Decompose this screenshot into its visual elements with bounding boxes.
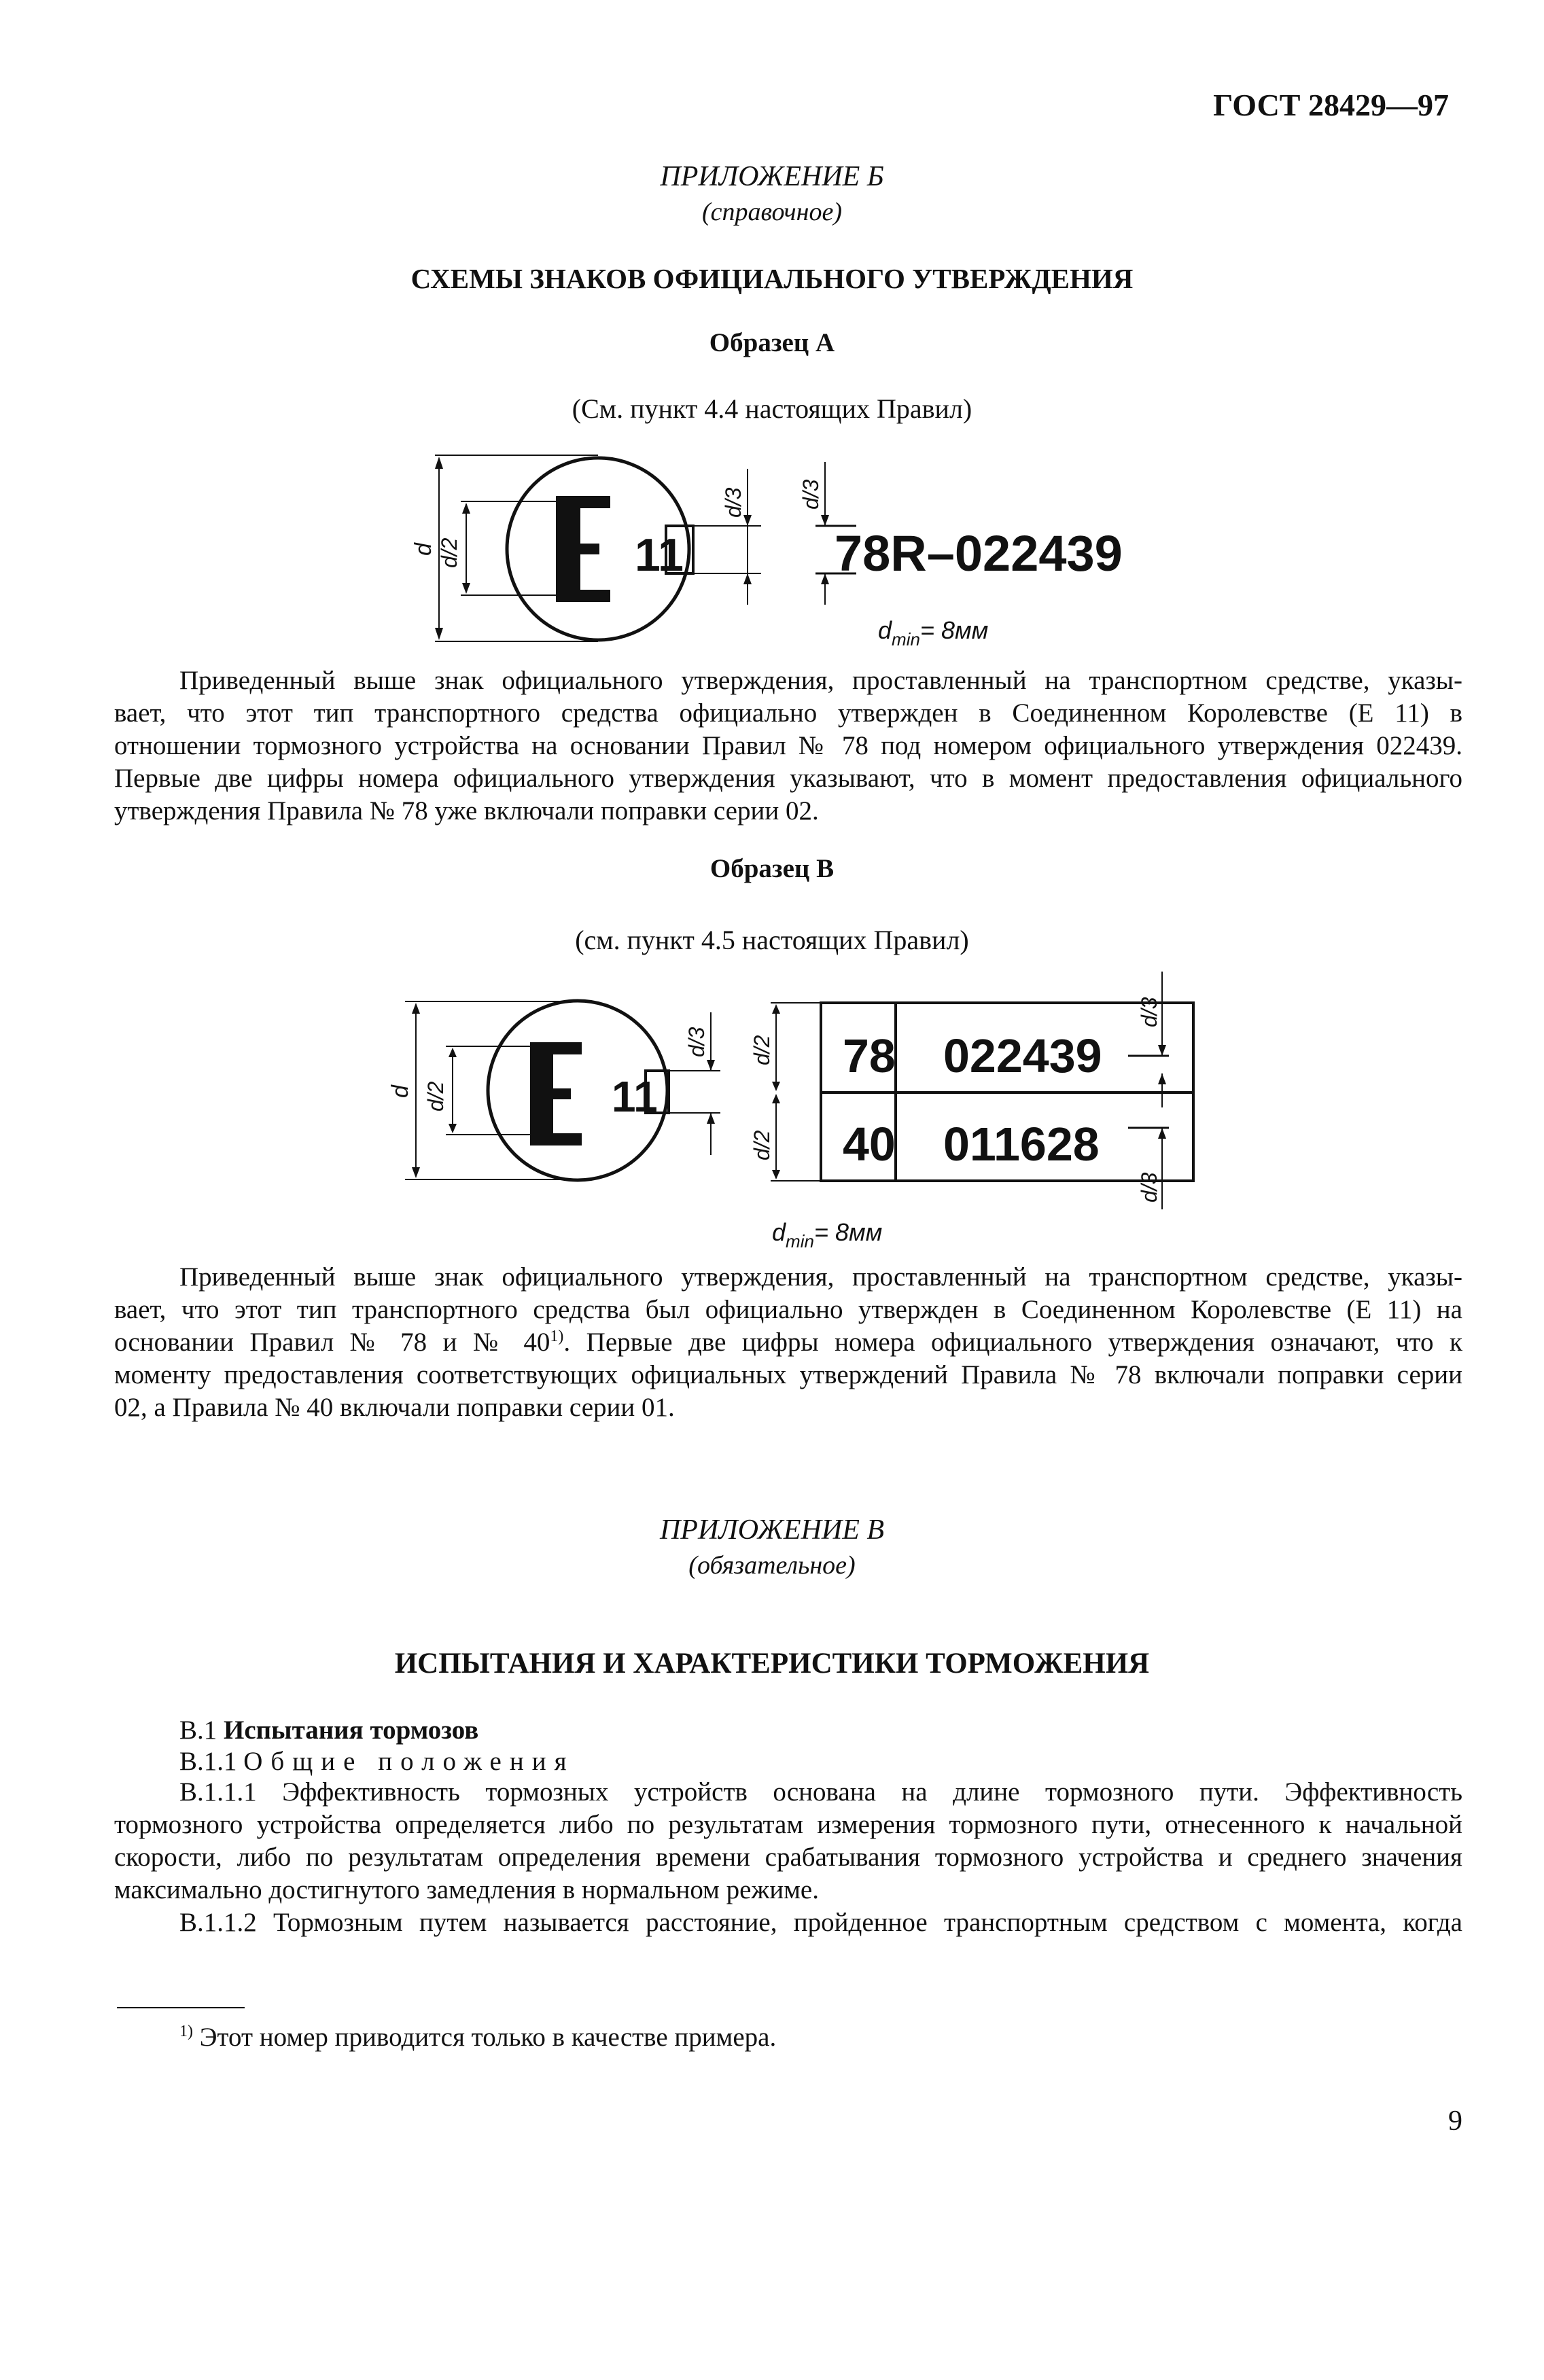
sample-b-figure bbox=[381, 972, 1196, 1264]
sample-a-title: Образец А bbox=[709, 328, 835, 357]
text-line: Приведенный выше знак официального утверждения, проставленный на транспортном средстве, указы- bbox=[179, 666, 1462, 695]
dmin-value: = 8мм bbox=[919, 616, 989, 644]
dim-d2-label: d/2 bbox=[423, 1081, 448, 1112]
text-line: утверждения Правила № 78 уже включали поправки серии 02. bbox=[114, 796, 819, 825]
section-title: Общие положения bbox=[243, 1747, 575, 1776]
section-v1-heading bbox=[179, 1715, 478, 1745]
text-fragment: . Первые две цифры номера официального утверждения означают, что к bbox=[563, 1328, 1462, 1357]
dim-d3-label: d/3 bbox=[1137, 1172, 1161, 1203]
appendix-v-title: ПРИЛОЖЕНИЕ В bbox=[659, 1514, 885, 1546]
text-line: В.1.1.2 Тормозным путем называется расстояние, пройденное транспортным средством с момента, когда bbox=[179, 1908, 1462, 1937]
text-line: вает, что этот тип транспортного средства был официально утвержден в Соединенном Королевстве (Е 11) на bbox=[114, 1295, 1462, 1324]
sample-a-figure bbox=[381, 442, 1196, 659]
text-line: моменту предоставления соответствующих официальных утверждений Правила № 78 включали поправки серии bbox=[114, 1360, 1462, 1389]
text-line: В.1.1.1 Эффективность тормозных устройств основана на длине тормозного пути. Эффективность bbox=[179, 1777, 1462, 1807]
dim-d3-label: d/3 bbox=[721, 487, 745, 518]
table-cell-approval: 022439 bbox=[943, 1029, 1102, 1082]
sample-b-description bbox=[114, 1261, 1462, 1424]
dim-d2-label: d/2 bbox=[750, 1130, 774, 1160]
dmin-label: d bbox=[772, 1218, 786, 1246]
table-cell-regulation: 40 bbox=[843, 1118, 896, 1171]
sample-a-description bbox=[114, 664, 1462, 828]
dmin-label: d bbox=[878, 616, 892, 644]
dmin-subscript: min bbox=[786, 1231, 814, 1251]
footnote-text: Этот номер приводится только в качестве примера. bbox=[199, 2023, 777, 2052]
text-line: 02, а Правила № 40 включали поправки серии 01. bbox=[114, 1393, 675, 1422]
appendix-b-title: ПРИЛОЖЕНИЕ Б bbox=[660, 161, 884, 192]
sample-b-country-code: 11 bbox=[612, 1072, 658, 1121]
sample-b-title: Образец В bbox=[709, 854, 835, 883]
text-line bbox=[114, 1326, 1462, 1359]
page-number: 9 bbox=[1448, 2106, 1462, 2137]
document-id: ГОСТ 28429—97 bbox=[1213, 88, 1449, 122]
section-number: В.1.1 bbox=[179, 1747, 237, 1776]
dim-d3-label: d/3 bbox=[684, 1027, 709, 1057]
dim-d2-label: d/2 bbox=[750, 1035, 774, 1065]
footnote-marker: 1) bbox=[179, 2023, 193, 2040]
section-number: В.1 bbox=[179, 1716, 217, 1745]
text-line: отношении тормозного устройства на основании Правил № 78 под номером официального утверждения 022439. bbox=[114, 731, 1462, 760]
table-cell-regulation: 78 bbox=[843, 1029, 896, 1082]
footnote bbox=[179, 2022, 776, 2053]
sample-a-approval-number: 78R–022439 bbox=[835, 525, 1123, 582]
dim-d3-label: d/3 bbox=[1137, 997, 1161, 1027]
dmin-subscript: min bbox=[892, 629, 920, 650]
sample-a-country-code: 11 bbox=[635, 529, 684, 581]
appendix-b-status: (справочное) bbox=[701, 198, 843, 226]
text-line: вает, что этот тип транспортного средства официально утвержден в Соединенном Королевстве (Е 11) в bbox=[114, 698, 1462, 728]
text-line: тормозного устройства определяется либо по результатам измерения тормозного пути, отнесенного к начальной bbox=[114, 1810, 1462, 1839]
appendix-b-heading: СХЕМЫ ЗНАКОВ ОФИЦИАЛЬНОГО УТВЕРЖДЕНИЯ bbox=[410, 263, 1134, 294]
text-line: скорости, либо по результатам определения времени срабатывания тормозного устройства и среднего значения bbox=[114, 1843, 1462, 1872]
sample-a-reference: (См. пункт 4.4 настоящих Правил) bbox=[572, 393, 972, 424]
paragraph-v112 bbox=[114, 1906, 1462, 1939]
section-v11-heading bbox=[179, 1746, 575, 1777]
dmin-value: = 8мм bbox=[813, 1218, 883, 1246]
appendix-v-status: (обязательное) bbox=[688, 1551, 856, 1580]
paragraph-v111 bbox=[114, 1776, 1462, 1906]
dim-d3-label: d/3 bbox=[799, 479, 823, 510]
sample-b-reference: (см. пункт 4.5 настоящих Правил) bbox=[575, 925, 969, 955]
dim-d-label: d bbox=[387, 1085, 413, 1098]
text-line: максимально достигнутого замедления в нормальном режиме. bbox=[114, 1875, 819, 1904]
table-cell-approval: 011628 bbox=[943, 1118, 1100, 1171]
dim-d-label: d bbox=[410, 543, 436, 556]
footnote-divider bbox=[117, 2007, 245, 2008]
svg-text:dmin= 8мм bbox=[772, 1218, 882, 1251]
text-line: Приведенный выше знак официального утверждения, проставленный на транспортном средстве, указы- bbox=[179, 1262, 1462, 1292]
svg-text:dmin= 8мм bbox=[878, 616, 988, 650]
text-line: Первые две цифры номера официального утверждения указывают, что в момент предоставления официального bbox=[114, 764, 1462, 793]
dim-d2-label: d/2 bbox=[437, 537, 461, 568]
footnote-ref: 1) bbox=[550, 1328, 564, 1345]
text-fragment: основании Правил № 78 и № 40 bbox=[114, 1328, 550, 1357]
section-title: Испытания тормозов bbox=[224, 1716, 479, 1745]
appendix-v-heading: ИСПЫТАНИЯ И ХАРАКТЕРИСТИКИ ТОРМОЖЕНИЯ bbox=[394, 1648, 1150, 1680]
